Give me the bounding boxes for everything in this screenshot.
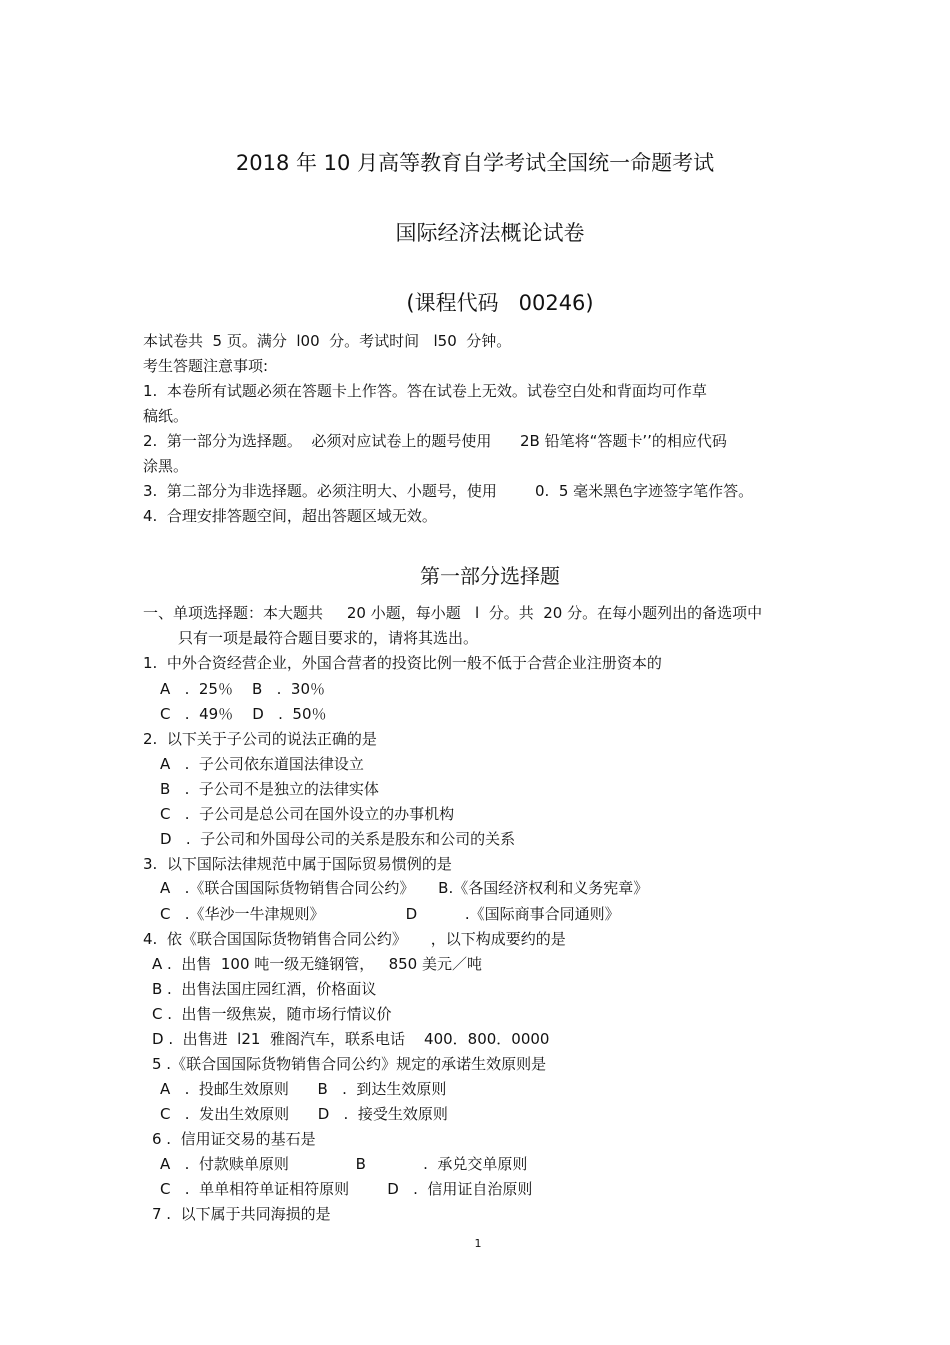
question-7: 7 . 以下属于共同海损的是 <box>152 1205 331 1223</box>
question-4-option-a: A . 出售 100 吨一级无缝钢管， 850 美元／吨 <box>152 955 482 973</box>
course-code: (课程代码 00246) <box>406 291 594 315</box>
instruction-item-2: 2. 第一部分为选择题。 必须对应试卷上的题号使用 2B 铅笔将“答题卡’’的相应代码 <box>143 432 727 450</box>
question-4-option-c: C . 出售一级焦炭，随市场行情议价 <box>152 1005 392 1023</box>
question-1-options-cd: C . 49％ D . 50％ <box>160 705 327 723</box>
question-3-options-cd: C .《华沙一牛津规则》 D .《国际商事合同通则》 <box>160 905 620 923</box>
question-4-option-b: B . 出售法国庄园红酒，价格面议 <box>152 980 377 998</box>
question-4: 4. 依《联合国国际货物销售合同公约》 ，以下构成要约的是 <box>143 930 566 948</box>
question-6-options-cd: C . 单单相符单证相符原则 D . 信用证自治原则 <box>160 1180 533 1198</box>
section-intro-cont: 只有一项是最符合题目要求的，请将其选出。 <box>178 629 479 647</box>
page-number: 1 <box>474 1237 482 1250</box>
exam-summary: 本试卷共 5 页。满分 l00 分。考试时间 l50 分钟。 <box>143 332 512 350</box>
question-1-options-ab: A . 25％ B . 30％ <box>160 680 326 698</box>
question-6-options-ab: A . 付款赎单原则 B . 承兑交单原则 <box>160 1155 528 1173</box>
exam-subtitle: 国际经济法概论试卷 <box>395 221 585 245</box>
question-5: 5 .《联合国国际货物销售合同公约》规定的承诺生效原则是 <box>152 1055 547 1073</box>
part1-heading: 第一部分选择题 <box>420 564 560 588</box>
question-2-option-d: D . 子公司和外国母公司的关系是股东和公司的关系 <box>160 830 516 848</box>
question-6: 6 . 信用证交易的基石是 <box>152 1130 316 1148</box>
question-2-option-a: A . 子公司依东道国法律设立 <box>160 755 364 773</box>
question-3-options-ab: A .《联合国国际货物销售合同公约》 B.《各国经济权利和义务宪章》 <box>160 879 649 897</box>
question-4-option-d: D . 出售进 l21 雅阁汽车，联系电话 400．800．0000 <box>152 1030 550 1048</box>
question-2: 2. 以下关于子公司的说法正确的是 <box>143 730 377 748</box>
question-5-options-cd: C . 发出生效原则 D . 接受生效原则 <box>160 1105 448 1123</box>
instruction-item-1-cont: 稿纸。 <box>143 407 189 425</box>
question-2-option-c: C . 子公司是总公司在国外设立的办事机构 <box>160 805 455 823</box>
instructions-heading: 考生答题注意事项: <box>143 357 269 375</box>
question-2-option-b: B . 子公司不是独立的法律实体 <box>160 780 379 798</box>
instruction-item-3: 3. 第二部分为非选择题。必须注明大、小题号，使用 0. 5 毫米黑色字迹签字笔作答。 <box>143 482 754 500</box>
question-3: 3. 以下国际法律规范中属于国际贸易惯例的是 <box>143 855 452 873</box>
instruction-item-4: 4. 合理安排答题空间，超出答题区域无效。 <box>143 507 437 525</box>
section-intro: 一、单项选择题：本大题共 20 小题，每小题 l 分。共 20 分。在每小题列出的备选项中 <box>143 604 763 622</box>
question-1: 1. 中外合资经营企业，外国合营者的投资比例一般不低于合营企业注册资本的 <box>143 654 662 672</box>
instruction-item-1: 1. 本卷所有试题必须在答题卡上作答。答在试卷上无效。试卷空白处和背面均可作草 <box>143 382 707 400</box>
question-5-options-ab: A . 投邮生效原则 B . 到达生效原则 <box>160 1080 447 1098</box>
exam-title: 2018 年 10 月高等教育自学考试全国统一命题考试 <box>235 151 715 175</box>
instruction-item-2-cont: 涂黑。 <box>143 457 189 475</box>
